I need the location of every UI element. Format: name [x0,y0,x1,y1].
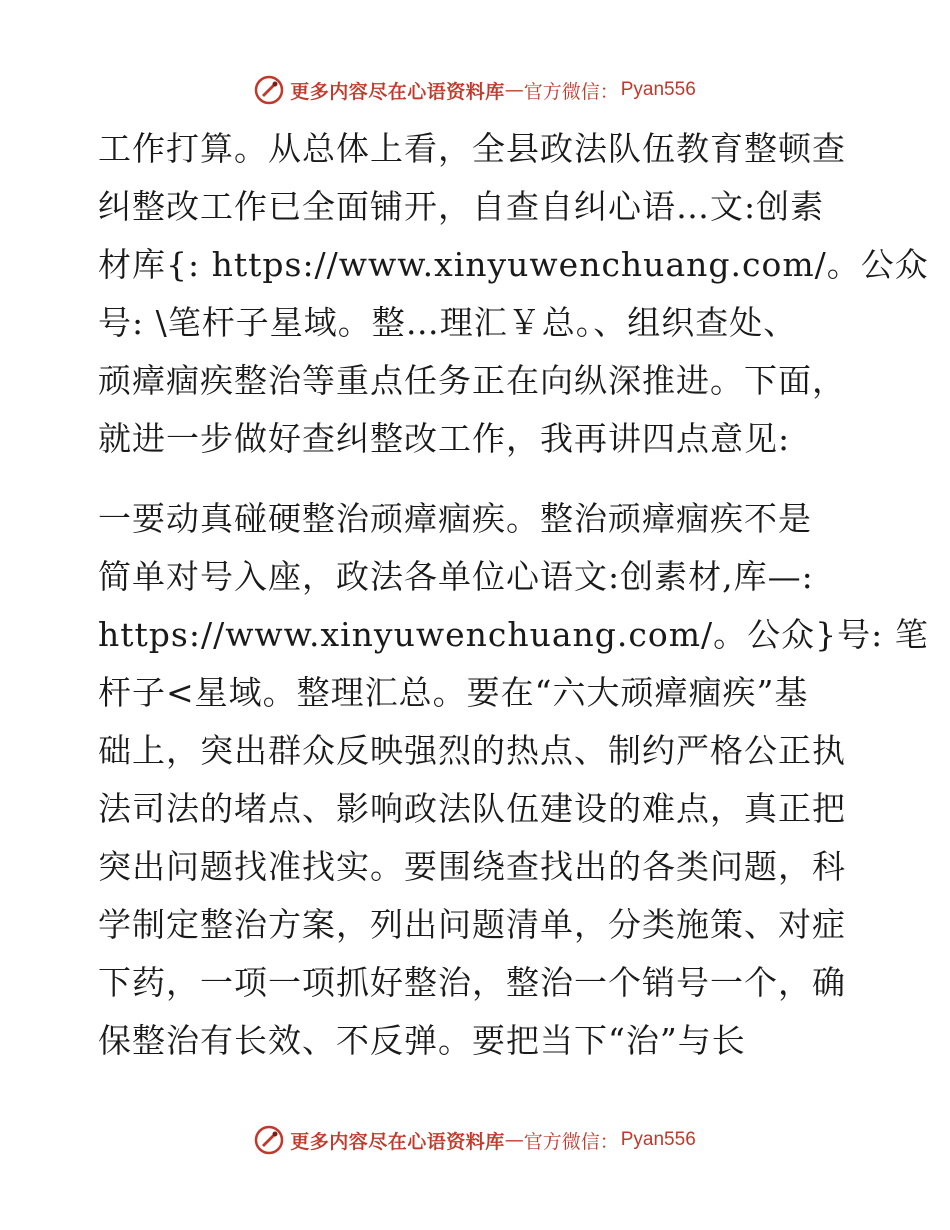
banner-dash: — [504,79,524,101]
text-line: 突出问题找准找实。要围绕查找出的各类问题，科 [98,847,846,886]
header-banner [0,70,950,110]
text-line: 顽瘴痼疾整治等重点任务正在向纵深推进。下面， [98,361,846,400]
official-wechat-label: 官方微信： [523,1130,619,1153]
wechat-id: Pyan556 [620,1129,696,1150]
text-line: 下药，一项一项抓好整治，整治一个销号一个，确 [98,963,846,1002]
text-line: 纠整改工作已全面铺开，自查自纠心语…文:创素 [98,187,825,226]
wechat-id: Pyan556 [620,79,696,100]
text-line: 法司法的堵点、影响政法队伍建设的难点，真正把 [98,789,846,828]
text-line: 号: \笔杆子星域。整…理汇￥总。、组织查处、 [98,303,798,342]
footer-banner [0,1120,950,1160]
document-body [98,120,929,1070]
text-line: 保整治有长效、不反弹。要把当下“治”与长 [98,1021,746,1060]
brand-name: 更多内容尽在心语资料库 [290,1130,505,1153]
brand-logo-icon [254,1125,284,1155]
banner-dash: — [504,1129,524,1151]
brand-name: 更多内容尽在心语资料库 [290,80,505,103]
paragraph [98,120,929,468]
text-line: 础上，突出群众反映强烈的热点、制约严格公正执 [98,731,846,770]
text-line: 简单对号入座，政法各单位心语文:创素材,库—: [98,557,814,596]
text-line: https://www.xinyuwenchuang.com/。公众}号: 笔 [98,615,929,654]
paragraph-gap [98,468,858,490]
text-line: 工作打算。从总体上看，全县政法队伍教育整顿查 [98,129,846,168]
text-line: 学制定整治方案，列出问题清单，分类施策、对症 [98,905,846,944]
official-wechat-label: 官方微信： [523,80,619,103]
text-line: 杆子<星域。整理汇总。要在“六大顽瘴痼疾”基 [98,673,809,712]
text-line: 就进一步做好查纠整改工作，我再讲四点意见: [98,419,791,458]
text-line: 材库{: https://www.xinyuwenchuang.com/。公众 [98,245,929,284]
brand-logo-icon [254,75,284,105]
text-line: 一要动真碰硬整治顽瘴痼疾。整治顽瘴痼疾不是 [98,499,812,538]
paragraph [98,490,929,1070]
